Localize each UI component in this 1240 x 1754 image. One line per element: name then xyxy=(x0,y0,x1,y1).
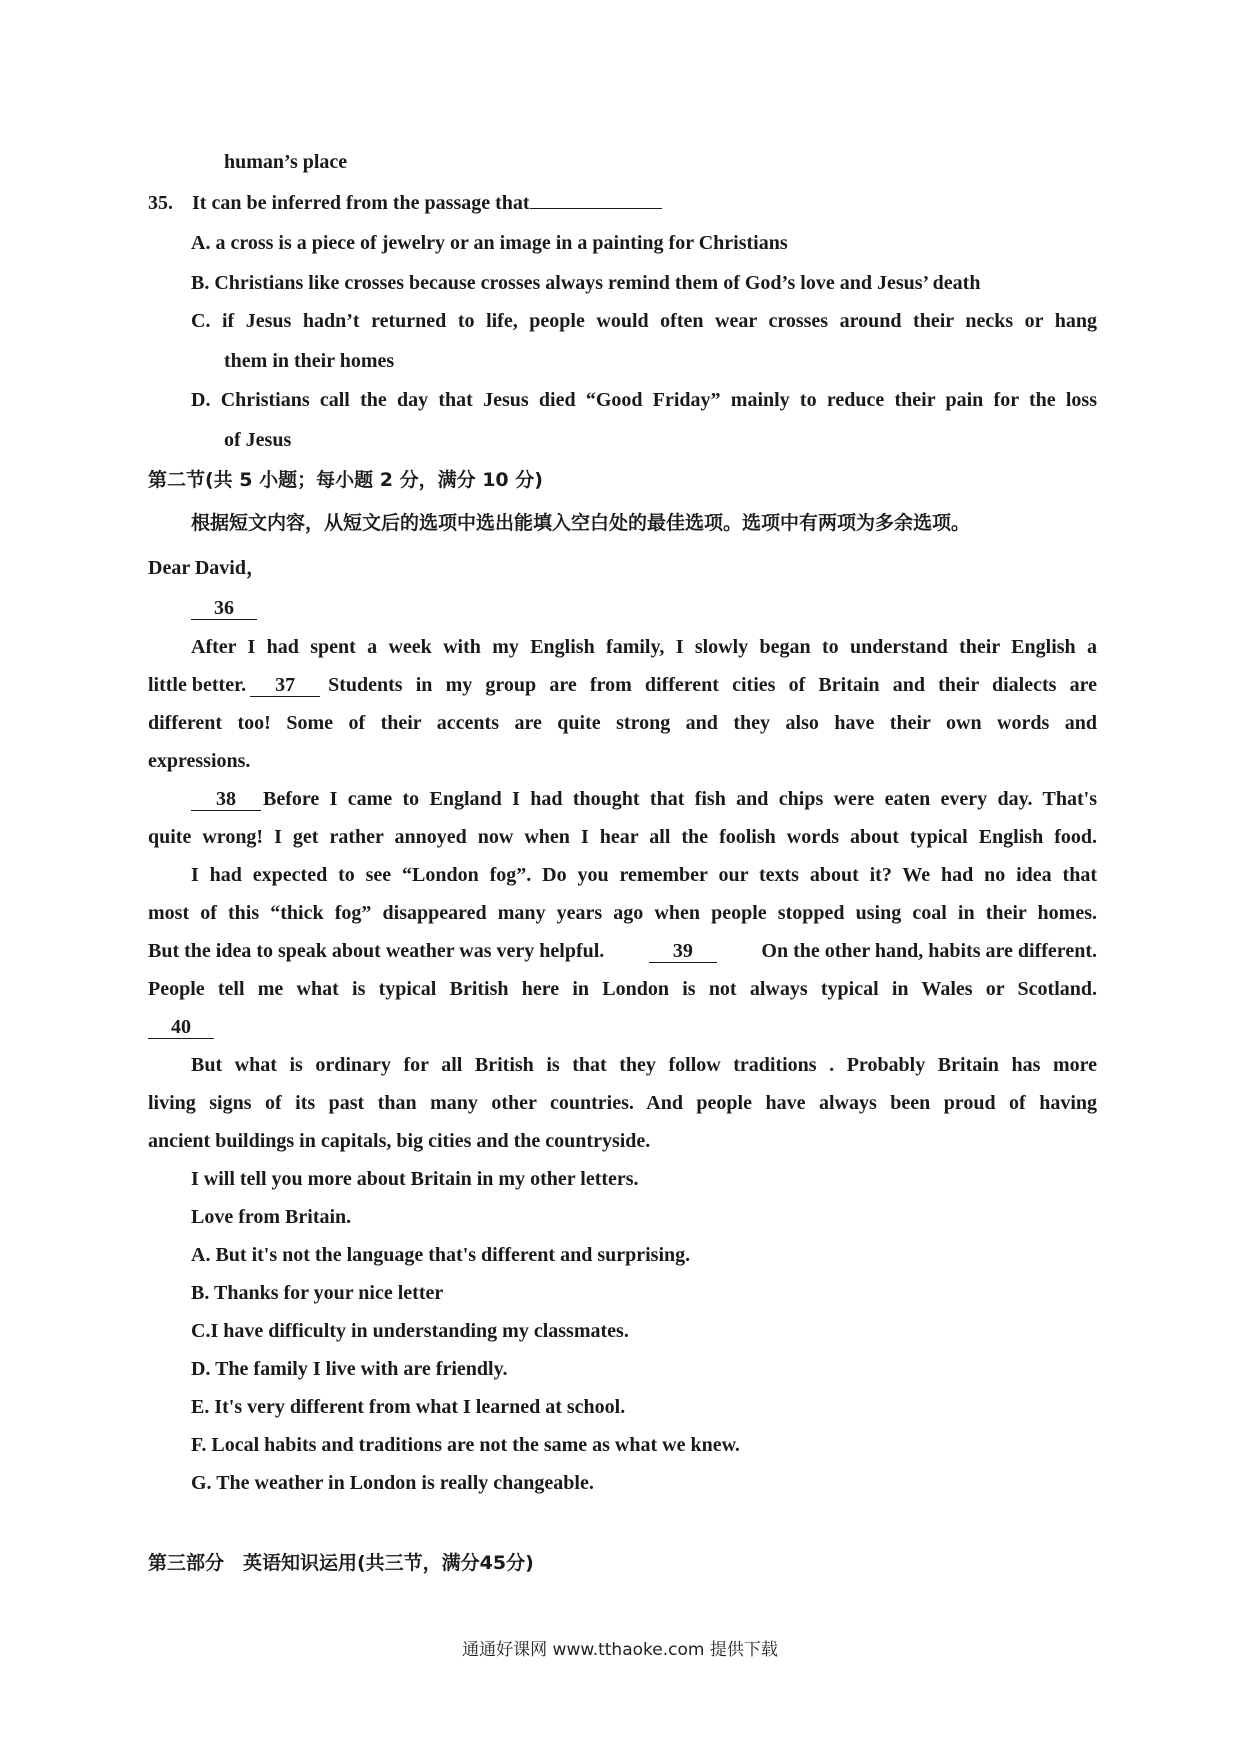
q35-option-c-line1: C. if Jesus hadn’t returned to life, people would often wear crosses around their necks or hang xyxy=(191,310,1097,332)
letter-closing-2: Love from Britain. xyxy=(191,1206,352,1228)
page-footer: 通通好课网 www.tthaoke.com 提供下载 xyxy=(462,1640,778,1660)
q35-option-d-line1: D. Christians call the day that Jesus died “Good Friday” mainly to reduce their pain for the loss xyxy=(191,389,1097,411)
letter-p4-line2: living signs of its past than many other countries. And people have always been proud of having xyxy=(148,1092,1097,1114)
letter-p3-line3 xyxy=(148,938,1097,964)
choice-d: D. The family I live with are friendly. xyxy=(191,1358,508,1380)
blank-39: 39 xyxy=(649,940,717,963)
letter-p3-line3-start: But the idea to speak about weather was very helpful. xyxy=(148,940,605,962)
choice-e: E. It's very different from what I learned at school. xyxy=(191,1396,626,1418)
letter-p1-line2 xyxy=(148,672,1097,698)
letter-p4-line1: But what is ordinary for all British is that they follow traditions . Probably Britain has more xyxy=(191,1054,1097,1076)
blank-40: 40 xyxy=(148,1016,214,1039)
letter-p3-line3-end: On the other hand, habits are different. xyxy=(761,940,1097,962)
blank-40-line xyxy=(148,1014,214,1040)
letter-p1-line2-start: little better. xyxy=(148,674,247,696)
letter-p1-line4: expressions. xyxy=(148,750,251,772)
letter-p3-line4: People tell me what is typical British here in London is not always typical in Wales or Scotland. xyxy=(148,978,1097,1000)
blank-36-line xyxy=(191,595,257,621)
choice-g: G. The weather in London is really changeable. xyxy=(191,1472,594,1494)
q35-option-b: B. Christians like crosses because crosses always remind them of God’s love and Jesus’ death xyxy=(191,272,981,294)
section-2-instruction: 根据短文内容，从短文后的选项中选出能填入空白处的最佳选项。选项中有两项为多余选项。 xyxy=(191,512,971,534)
letter-p1-line2-end: Students in my group are from different cities of Britain and their dialects are xyxy=(328,674,1097,696)
choice-b: B. Thanks for your nice letter xyxy=(191,1282,444,1304)
part-3-heading: 第三部分 英语知识运用(共三节，满分45分) xyxy=(148,1552,534,1574)
blank-37: 37 xyxy=(250,674,320,697)
letter-p3-line2: most of this “thick fog” disappeared many years ago when people stopped using coal in their homes. xyxy=(148,902,1097,924)
blank-38: 38 xyxy=(191,788,261,811)
letter-p4-line3: ancient buildings in capitals, big cities and the countryside. xyxy=(148,1130,651,1152)
q34-option-tail: human’s place xyxy=(224,151,348,173)
question-text: It can be inferred from the passage that xyxy=(192,192,530,214)
q35-option-d-line2: of Jesus xyxy=(224,429,292,451)
q35-option-c-line2: them in their homes xyxy=(224,350,395,372)
choice-f: F. Local habits and traditions are not the same as what we knew. xyxy=(191,1434,740,1456)
answer-blank xyxy=(530,190,662,209)
letter-salutation: Dear David， xyxy=(148,557,266,579)
letter-p1-line3: different too! Some of their accents are quite strong and they also have their own words and xyxy=(148,712,1097,734)
letter-p2-line1 xyxy=(191,786,1097,812)
letter-p1-line1: After I had spent a week with my English family, I slowly began to understand their English a xyxy=(191,636,1097,658)
letter-p2-line2: quite wrong! I get rather annoyed now when I hear all the foolish words about typical English food. xyxy=(148,826,1097,848)
letter-closing-1: I will tell you more about Britain in my other letters. xyxy=(191,1168,639,1190)
choice-a: A. But it's not the language that's different and surprising. xyxy=(191,1244,691,1266)
blank-36: 36 xyxy=(191,597,257,620)
letter-p2-line1-text: Before I came to England I had thought that fish and chips were eaten every day. That's xyxy=(263,788,1097,810)
choice-c: C.I have difficulty in understanding my classmates. xyxy=(191,1320,629,1342)
q35-option-a: A. a cross is a piece of jewelry or an image in a painting for Christians xyxy=(191,232,788,254)
question-number: 35. xyxy=(148,192,173,214)
section-2-heading: 第二节(共 5 小题；每小题 2 分，满分 10 分) xyxy=(148,469,543,491)
letter-p3-line1: I had expected to see “London fog”. Do you remember our texts about it? We had no idea that xyxy=(191,864,1097,886)
question-35-stem xyxy=(148,190,662,216)
